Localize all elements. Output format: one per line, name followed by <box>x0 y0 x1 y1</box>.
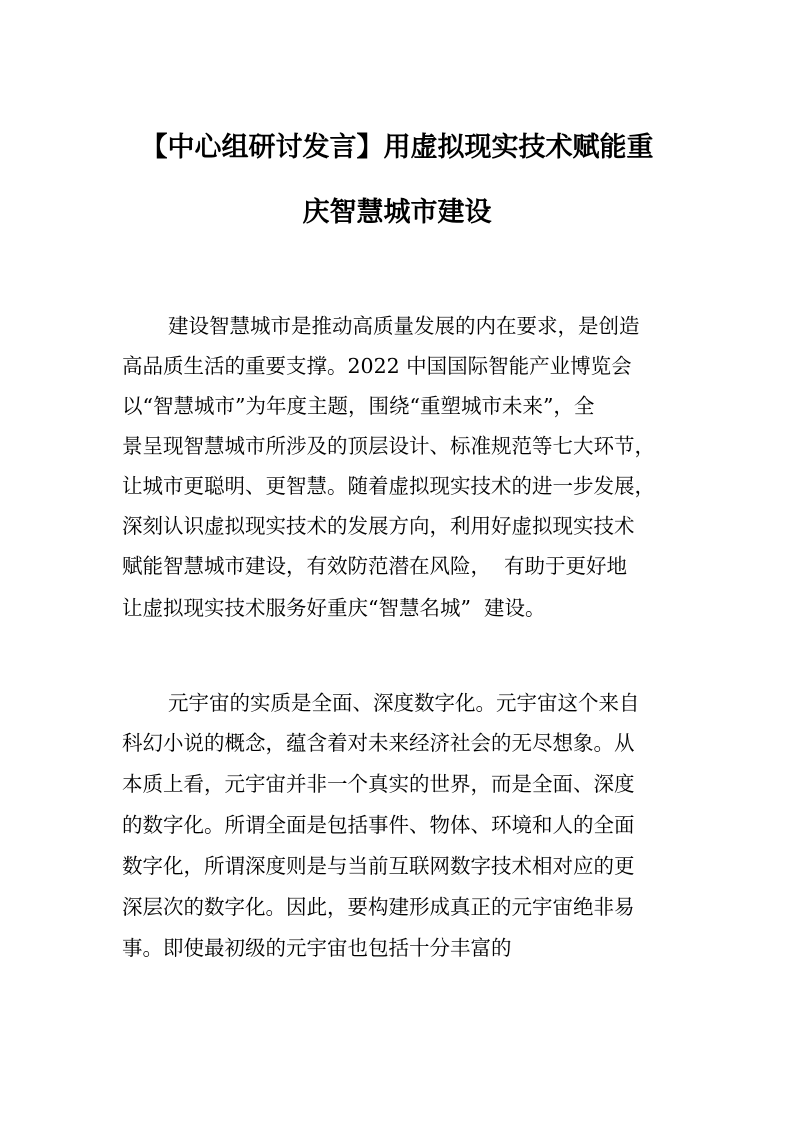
paragraph-2-line-3: 本质上看，元宇宙并非一个真实的世界，而是全面、深度 <box>122 772 635 796</box>
paragraph-1-line-6: 深刻认识虚拟现实技术的发展方向，利用好虚拟现实技术 <box>122 514 635 538</box>
paragraph-2-line-7: 事。即使最初级的元宇宙也包括十分丰富的 <box>122 936 512 960</box>
paragraph-2-line-5: 数字化，所谓深度则是与当前互联网数字技术相对应的更 <box>122 854 635 878</box>
document-title-line-2: 庆智慧城市建设 <box>302 197 492 228</box>
paragraph-1-line-4: 景呈现智慧城市所涉及的顶层设计、标准规范等七大环节， <box>122 434 655 458</box>
paragraph-2-line-6: 深层次的数字化。因此，要构建形成真正的元宇宙绝非易 <box>122 895 635 919</box>
paragraph-2-line-2: 科幻小说的概念，蕴含着对未来经济社会的无尽想象。从 <box>122 731 635 755</box>
paragraph-1-line-3: 以“智慧城市”为年度主题，围绕“重塑城市未来”，全 <box>122 394 595 418</box>
paragraph-1-line-8: 让虚拟现实技术服务好重庆“智慧名城” 建设。 <box>122 596 546 620</box>
paragraph-2-line-4: 的数字化。所谓全面是包括事件、物体、环境和人的全面 <box>122 813 635 837</box>
document-title-line-1: 【中心组研讨发言】用虚拟现实技术赋能重 <box>140 132 654 163</box>
paragraph-1-line-5: 让城市更聪明、更智慧。随着虚拟现实技术的进一步发展， <box>122 474 655 498</box>
paragraph-1-line-1: 建设智慧城市是推动高质量发展的内在要求，是创造 <box>168 314 640 338</box>
paragraph-1-line-7: 赋能智慧城市建设，有效防范潜在风险， 有助于更好地 <box>122 554 628 578</box>
paragraph-1-line-2: 高品质生活的重要支撑。2022 中国国际智能产业博览会 <box>122 354 632 378</box>
paragraph-2-line-1: 元宇宙的实质是全面、深度数字化。元宇宙这个来自 <box>168 691 640 715</box>
